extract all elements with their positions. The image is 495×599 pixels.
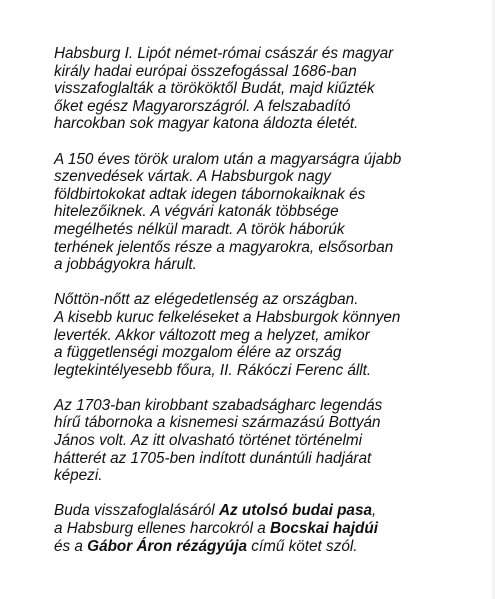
text-line: visszafoglalták a törököktől Budát, majd kiűzték [54, 80, 375, 98]
text-fragment: Buda visszafoglalásáról [54, 502, 219, 520]
text-line: a jobbágyokra hárult. [54, 256, 197, 274]
text-line: őket egész Magyarországról. A felszabadító [54, 97, 351, 115]
text-line: Habsburg I. Lipót német-római császár és magyar [54, 45, 394, 62]
text-line [54, 502, 484, 520]
text-line: hitelezőiknek. A végvári katonák többsége [54, 203, 339, 221]
text-line: harcokban sok magyar katona áldozta életét. [54, 115, 359, 133]
text-line: hátterét az 1705-ben indított dunántúli hadjárat [54, 449, 372, 467]
text-line: földbirtokokat adtak idegen tábornokaiknak és [54, 185, 366, 203]
text-fragment: a Habsburg ellenes harcokról a [54, 520, 270, 538]
text-line: János volt. Az itt olvasható történet történelmi [54, 432, 363, 450]
text-line: képezi. [54, 467, 103, 485]
body-text [54, 45, 484, 573]
paragraph-1 [54, 45, 484, 133]
text-line: király hadai európai összefogással 1686-ban [54, 62, 357, 80]
book-title-utolso-budai-pasa: Az utolsó budai pasa [218, 502, 372, 520]
text-line: a függetlenségi mozgalom élére az ország [54, 344, 342, 362]
text-line: terhének jelentős része a magyarokra, elsősorban [54, 238, 394, 256]
text-fragment: című kötet szól. [246, 537, 358, 555]
text-line [54, 520, 484, 538]
paragraph-5 [54, 502, 484, 555]
text-line: hírű tábornoka a kisnemesi származású Bottyán [54, 414, 381, 432]
text-line [54, 538, 484, 556]
text-line: megélhetés nélkül maradt. A török háborúk [54, 220, 345, 238]
paragraph-4 [54, 397, 484, 485]
text-line: szenvedések vártak. A Habsburgok nagy [54, 168, 331, 186]
paragraph-3 [54, 291, 484, 379]
text-fragment: , [371, 502, 377, 520]
text-fragment: és a [54, 537, 88, 555]
text-line: leverték. Akkor változott meg a helyzet, amikor [54, 326, 370, 344]
book-title-bocskai-hajdui: Bocskai hajdúi [269, 520, 378, 538]
paragraph-2 [54, 151, 484, 274]
text-line: A kisebb kuruc felkeléseket a Habsburgok könnyen [54, 308, 401, 326]
text-line: legtekintélyesebb főura, II. Rákóczi Ferenc állt. [54, 361, 372, 379]
text-line: Nőttön-nőtt az elégedetlenség az országban. [54, 291, 359, 309]
book-title-gabor-aron-rezagyuja: Gábor Áron rézágyúja [87, 537, 247, 555]
text-line: A 150 éves török uralom után a magyarságra újabb [54, 150, 402, 168]
text-line: Az 1703-ban kirobbant szabadságharc legendás [54, 396, 383, 414]
